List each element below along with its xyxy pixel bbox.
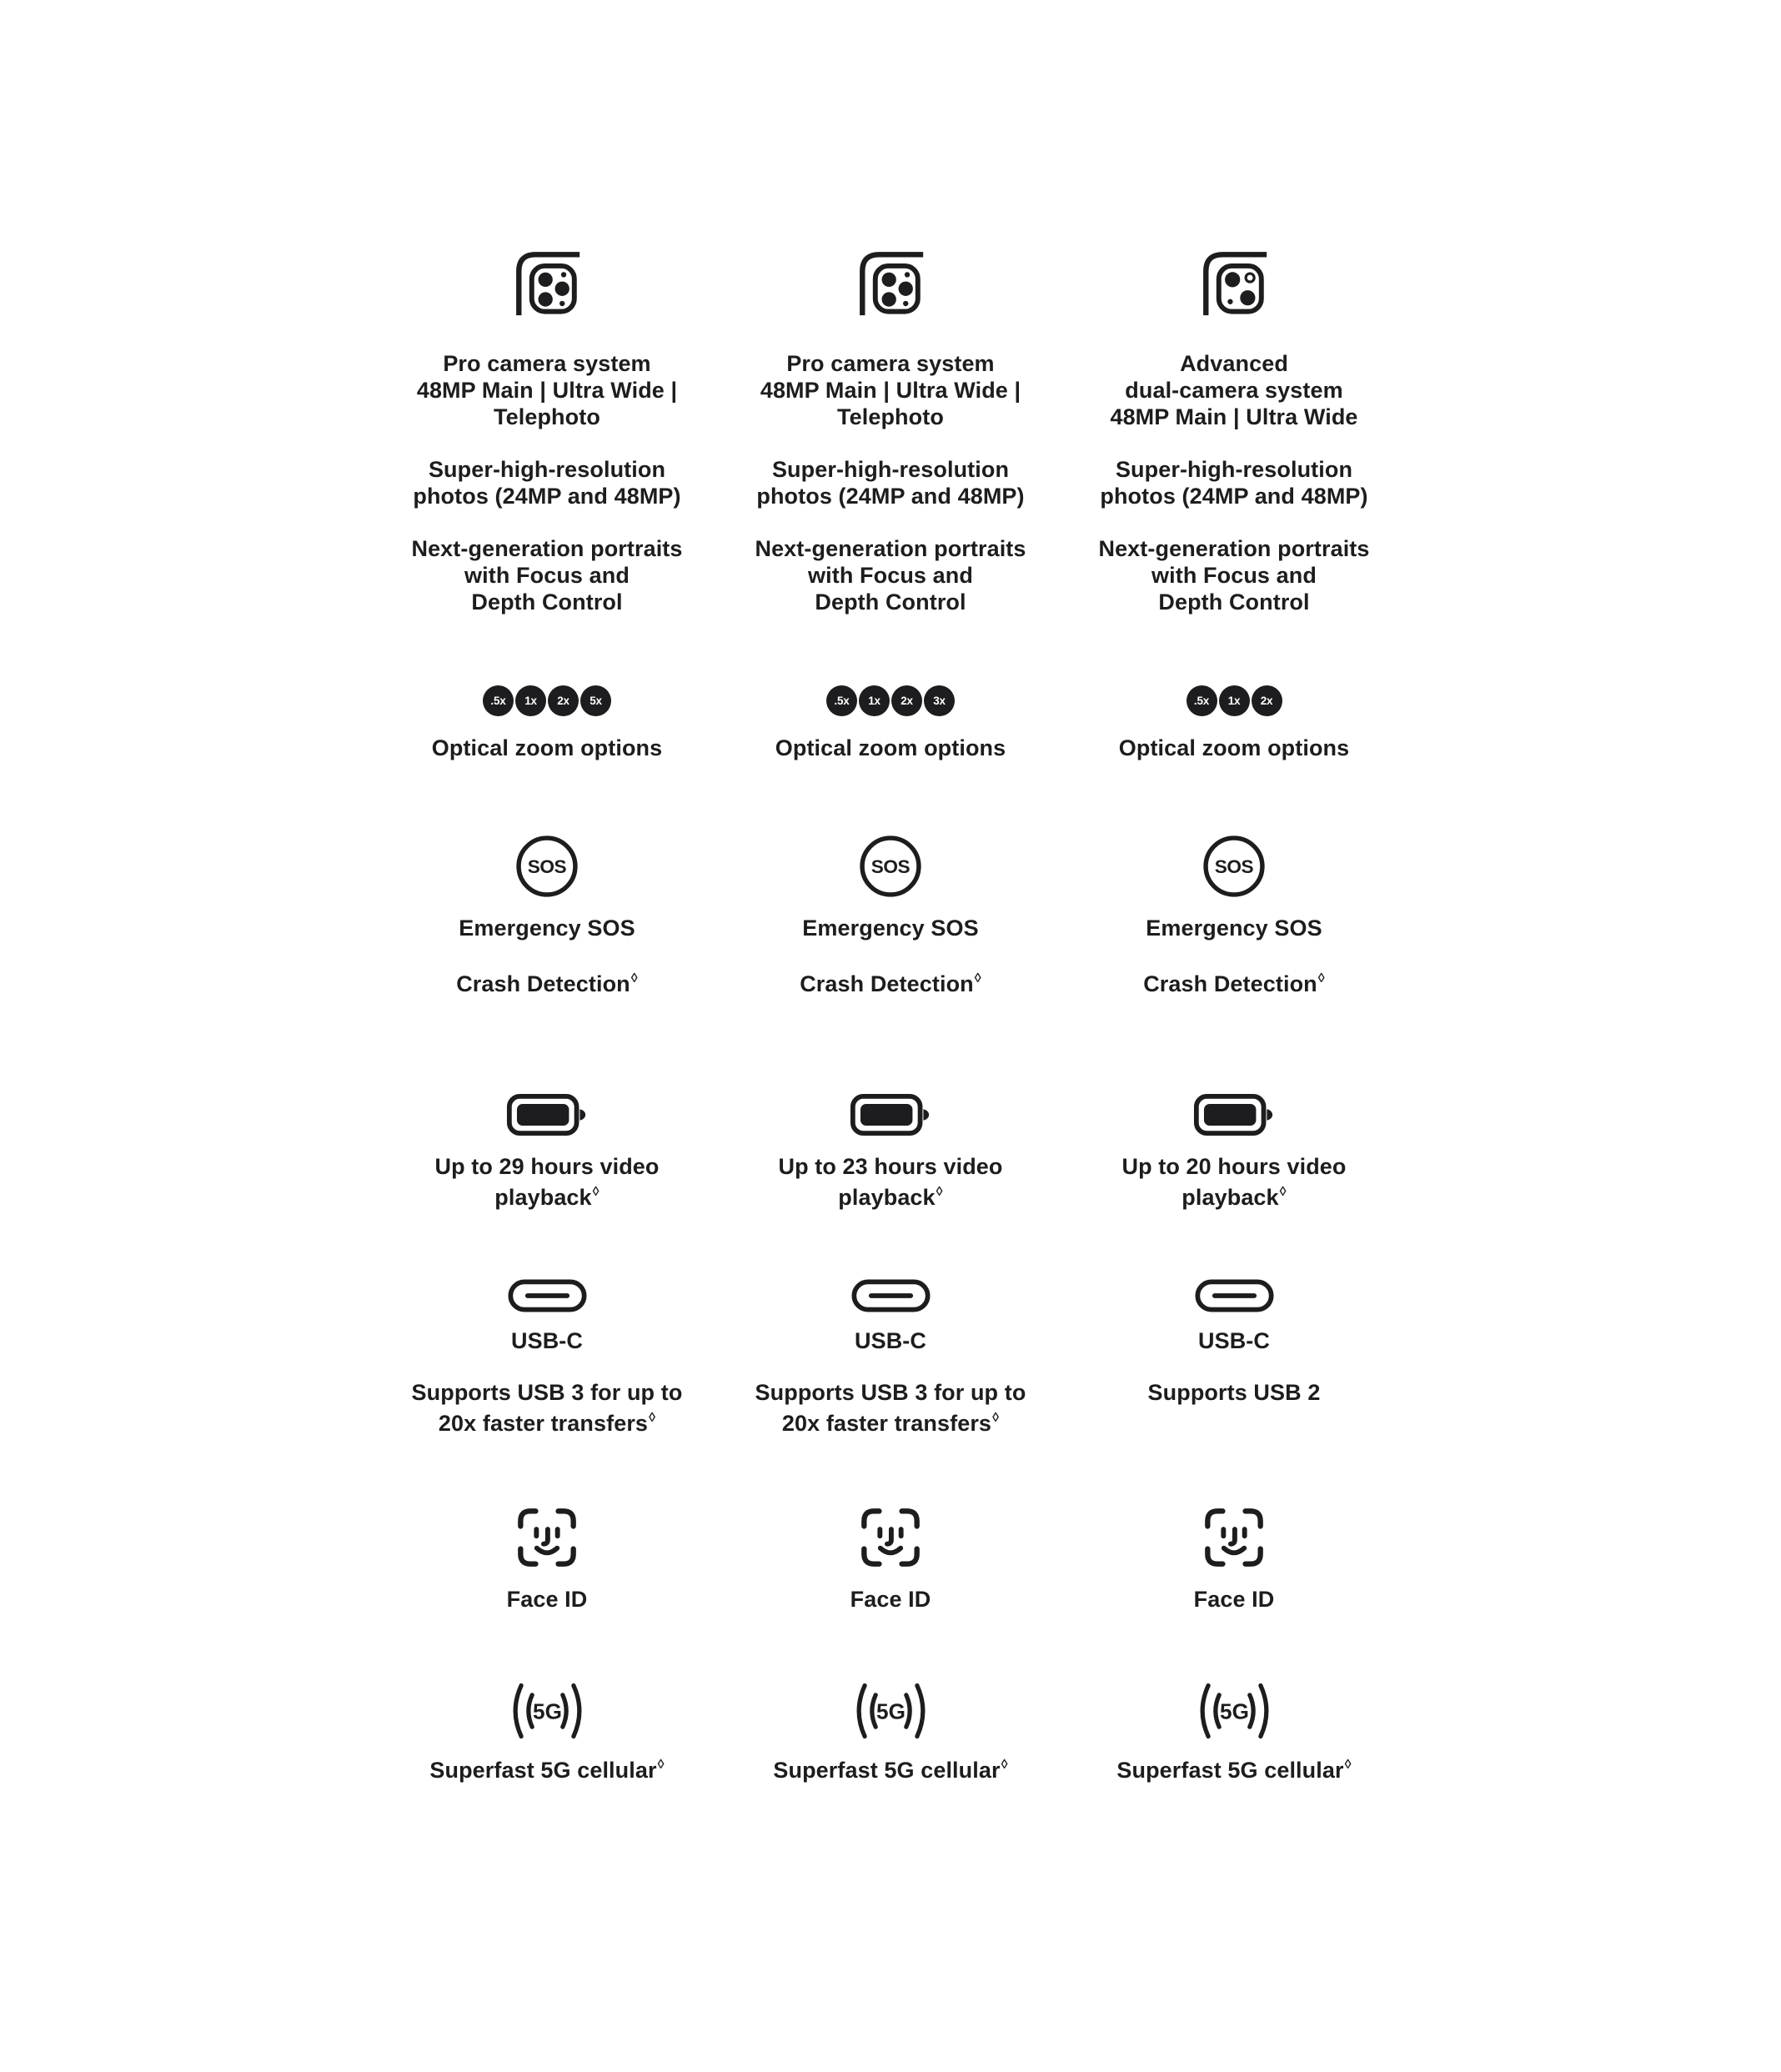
optical-zoom-badges <box>483 685 611 716</box>
zoom-badge: 2x <box>891 685 922 716</box>
footnote-diamond: ◊ <box>936 1185 943 1199</box>
sos-icon <box>515 835 579 898</box>
emergency-sos-label: Emergency SOS <box>802 916 979 941</box>
camera-title-line: Pro camera system <box>443 351 651 376</box>
usb-c-icon <box>1195 1279 1274 1312</box>
zoom-badge: 3x <box>924 685 955 716</box>
face-id-label: Face ID <box>850 1587 931 1612</box>
sos-icon <box>1202 835 1266 898</box>
footnote-diamond: ◊ <box>1317 971 1325 986</box>
camera-title: Pro camera system 48MP Main | Ultra Wide | Telephoto <box>760 351 1021 429</box>
compare-column-3 <box>1062 248 1406 1784</box>
footnote-diamond: ◊ <box>592 1185 600 1199</box>
zoom-badge: .5x <box>483 685 514 716</box>
zoom-badge: 2x <box>1252 685 1282 716</box>
5g-cellular-label: Superfast 5G cellular◊ <box>1116 1758 1352 1783</box>
sos-icon-text: SOS <box>1214 856 1254 878</box>
face-id-icon <box>859 1506 922 1569</box>
camera-portraits-text: Next-generation portraits with Focus and Depth Control <box>1098 536 1370 615</box>
crash-detection-label: Crash Detection◊ <box>800 971 981 996</box>
usb-support-text: Supports USB 3 for up to 20x faster transfers◊ <box>755 1380 1026 1436</box>
zoom-badge: 1x <box>859 685 890 716</box>
camera-feature-text <box>1098 350 1369 615</box>
5g-icon <box>848 1683 934 1739</box>
footnote-diamond: ◊ <box>974 971 981 986</box>
footnote-diamond: ◊ <box>630 971 638 986</box>
zoom-badge: 5x <box>580 685 611 716</box>
face-id-label: Face ID <box>1193 1587 1275 1612</box>
optical-zoom-label: Optical zoom options <box>1118 735 1350 760</box>
battery-text: Up to 23 hours video playback◊ <box>778 1154 1003 1210</box>
usb-c-label: USB-C <box>855 1328 926 1353</box>
footnote-diamond: ◊ <box>1001 1758 1008 1772</box>
usb-c-label: USB-C <box>1198 1328 1270 1353</box>
crash-detection-label: Crash Detection◊ <box>456 971 638 996</box>
usb-support-text: Supports USB 2 <box>1147 1380 1321 1405</box>
camera-resolution-text: Super-high-resolution photos (24MP and 48MP) <box>1100 457 1368 509</box>
5g-icon <box>1192 1683 1277 1739</box>
5g-icon-text: 5G <box>1219 1698 1249 1724</box>
footnote-diamond: ◊ <box>657 1758 665 1772</box>
face-id-label: Face ID <box>506 1587 588 1612</box>
dual-camera-icon <box>1200 248 1268 317</box>
usb-c-icon <box>508 1279 587 1312</box>
5g-icon-text: 5G <box>875 1698 906 1724</box>
camera-title-line: 48MP Main | Ultra Wide | <box>416 378 678 403</box>
face-id-icon <box>1202 1506 1266 1569</box>
compare-column-1 <box>375 248 719 1784</box>
5g-cellular-label: Superfast 5G cellular◊ <box>773 1758 1008 1783</box>
optical-zoom-badges <box>1186 685 1282 716</box>
zoom-badge: 1x <box>1219 685 1250 716</box>
pro-camera-icon <box>513 248 581 317</box>
sos-icon-text: SOS <box>527 856 567 878</box>
optical-zoom-label: Optical zoom options <box>431 735 663 760</box>
camera-title <box>411 350 682 430</box>
camera-resolution-text: Super-high-resolution photos (24MP and 48MP) <box>756 457 1025 509</box>
camera-feature-text <box>755 350 1026 615</box>
sos-icon <box>859 835 922 898</box>
5g-icon <box>504 1683 590 1739</box>
compare-column-2 <box>719 248 1062 1784</box>
battery-icon <box>506 1093 588 1136</box>
footnote-diamond: ◊ <box>649 1411 656 1425</box>
camera-portraits-text: Next-generation portraits with Focus and Depth Control <box>755 536 1026 615</box>
usb-c-icon <box>851 1279 931 1312</box>
zoom-badge: 1x <box>515 685 546 716</box>
zoom-badge: .5x <box>826 685 857 716</box>
camera-feature-text <box>411 350 682 615</box>
optical-zoom-label: Optical zoom options <box>775 735 1006 760</box>
5g-icon-text: 5G <box>532 1698 562 1724</box>
battery-icon <box>850 1093 931 1136</box>
battery-text: Up to 20 hours video playback◊ <box>1121 1154 1347 1210</box>
face-id-icon <box>515 1506 579 1569</box>
emergency-sos-label: Emergency SOS <box>459 916 635 941</box>
battery-text: Up to 29 hours video playback◊ <box>434 1154 660 1210</box>
footnote-diamond: ◊ <box>1279 1185 1287 1199</box>
footnote-diamond: ◊ <box>992 1411 1000 1425</box>
footnote-diamond: ◊ <box>1344 1758 1352 1772</box>
zoom-badge: 2x <box>548 685 579 716</box>
camera-title-line: Telephoto <box>494 404 600 429</box>
usb-c-label: USB-C <box>511 1328 583 1353</box>
usb-support-text: Supports USB 3 for up to 20x faster transfers◊ <box>411 1380 683 1436</box>
pro-camera-icon <box>856 248 925 317</box>
crash-detection-label: Crash Detection◊ <box>1143 971 1325 996</box>
battery-icon <box>1193 1093 1275 1136</box>
emergency-sos-label: Emergency SOS <box>1146 916 1322 941</box>
camera-portraits-text: Next-generation portraits with Focus and Depth Control <box>411 536 683 615</box>
camera-resolution-text: Super-high-resolution photos (24MP and 48MP) <box>413 457 681 509</box>
camera-title: Advanced dual-camera system 48MP Main | Ultra Wide <box>1110 351 1358 429</box>
optical-zoom-badges <box>826 685 955 716</box>
5g-cellular-label: Superfast 5G cellular◊ <box>429 1758 665 1783</box>
sos-icon-text: SOS <box>870 856 911 878</box>
zoom-badge: .5x <box>1186 685 1217 716</box>
